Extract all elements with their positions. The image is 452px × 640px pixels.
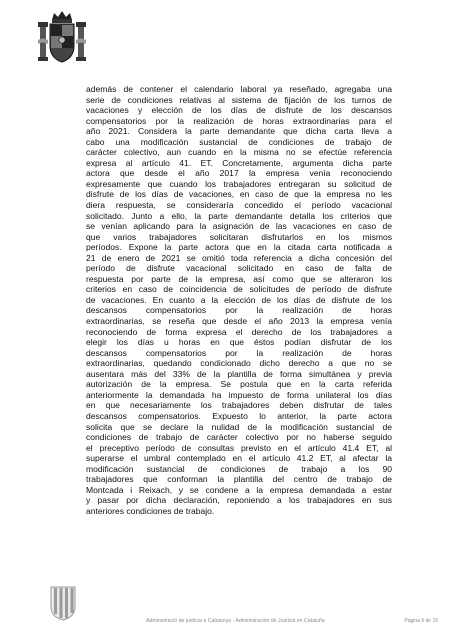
body-line: ausentara más del 33% de la plantilla de forma simultánea y previa xyxy=(86,368,392,379)
body-line: reconociendo de forma expresa el derecho de los trabajadores a xyxy=(86,326,392,337)
body-line: respuesta por parte de la empresa, así como que se alteraron los xyxy=(86,273,392,284)
body-line: disfrute de los días de vacaciones, en caso de que la empresa no les xyxy=(86,189,392,200)
body-line: extraordinarias, quedando condicionado dicho derecho a que no se xyxy=(86,358,392,369)
body-line: períodos. Expone la parte actora que en la citada carta notificada a xyxy=(86,242,392,253)
body-line: elegir los días u horas en que éstos podían disfrutar de los xyxy=(86,337,392,348)
body-line: solicitado. Junto a ello, la parte demandante detalla los criterios que xyxy=(86,210,392,221)
body-line: período de disfrute vacacional solicitado en caso de falta de xyxy=(86,263,392,274)
body-line: Montcada i Reixach, y se condene a la empresa demandada a estar xyxy=(86,484,392,495)
body-line: carácter colectivo, aun cuando en la misma no se efectúe referencia xyxy=(86,147,392,158)
body-line: trabajadores que conforman la plantilla del centro de trabajo de xyxy=(86,474,392,485)
page-number: Página 6 de 15 xyxy=(404,618,438,624)
body-line: expresamente que cuando los trabajadores entregaran su solicitud de xyxy=(86,178,392,189)
body-line: anteriormente la demandada ha impuesto de forma unilateral los días xyxy=(86,389,392,400)
body-line: y pasar por dicha declaración, reponiendo a los trabajadores en sus xyxy=(86,495,392,506)
body-line: año 2021. Considera la parte demandante que dicha carta lleva a xyxy=(86,126,392,137)
body-line: cabo una modificación sustancial de condiciones de trabajo de xyxy=(86,136,392,147)
senyera-emblem-icon xyxy=(50,585,76,621)
body-line: criterios en caso de coincidencia de solicitudes de período de disfrute xyxy=(86,284,392,295)
body-line: superarse el umbral contemplado en el artículo 41.2 ET, al afectar la xyxy=(86,453,392,464)
body-line: solicita que se declare la nulidad de la modificación sustancial de xyxy=(86,421,392,432)
body-line: anteriores condiciones de trabajo. xyxy=(86,505,215,516)
body-line: descansos compensatorios por la realización de horas xyxy=(86,305,392,316)
body-line: actora que desde el año 2017 la empresa venía reconociendo xyxy=(86,168,392,179)
body-line: el preceptivo período de consultas previsto en el artículo 41.4 ET, al xyxy=(86,442,392,453)
body-text xyxy=(86,84,392,516)
footer-text: Administració de justícia a Catalunya · Administración de Justicia en Cataluña xyxy=(146,618,325,624)
body-line: vacaciones y elección de los días de disfrute de los descansos xyxy=(86,105,392,116)
body-line: que varios trabajadores solicitaran disfrutarlos en los mismos xyxy=(86,231,392,242)
body-line: diera respuesta, se consideraría concedido el período vacacional xyxy=(86,200,392,211)
body-line: autorización de la empresa. Se postula que en la carta referida xyxy=(86,379,392,390)
body-line: modificación sustancial de condiciones de trabajo a los 90 xyxy=(86,463,392,474)
body-line: en que necesariamente los trabajadores deben disfrutar de tales xyxy=(86,400,392,411)
body-line: expresa al artículo 41. ET. Concretamente, argumenta dicha parte xyxy=(86,157,392,168)
body-line: extraordinarias, se reseña que desde el año 2013 la empresa venía xyxy=(86,316,392,327)
body-line: 21 de enero de 2021 se omitió toda referencia a dicha concesión del xyxy=(86,252,392,263)
body-line: se venían aplicando para la asignación de las vacaciones en caso de xyxy=(86,221,392,232)
body-line: condiciones de trabajo de carácter colectivo por no haberse seguido xyxy=(86,432,392,443)
body-line: compensatorios por la realización de horas extraordinarias para el xyxy=(86,115,392,126)
body-line: además de contener el calendario laboral ya reseñado, agregaba una xyxy=(86,84,392,94)
body-line: descansos compensatorios por la realización de horas xyxy=(86,347,392,358)
body-line: serie de condiciones relativas al sistema de fijación de los turnos de xyxy=(86,94,392,105)
body-line: de vacaciones. En cuanto a la elección de los días de disfrute de los xyxy=(86,294,392,305)
coat-of-arms-icon xyxy=(36,10,88,68)
body-line: descansos compensatorios. Expuesto lo anterior, la parte actora xyxy=(86,410,392,421)
